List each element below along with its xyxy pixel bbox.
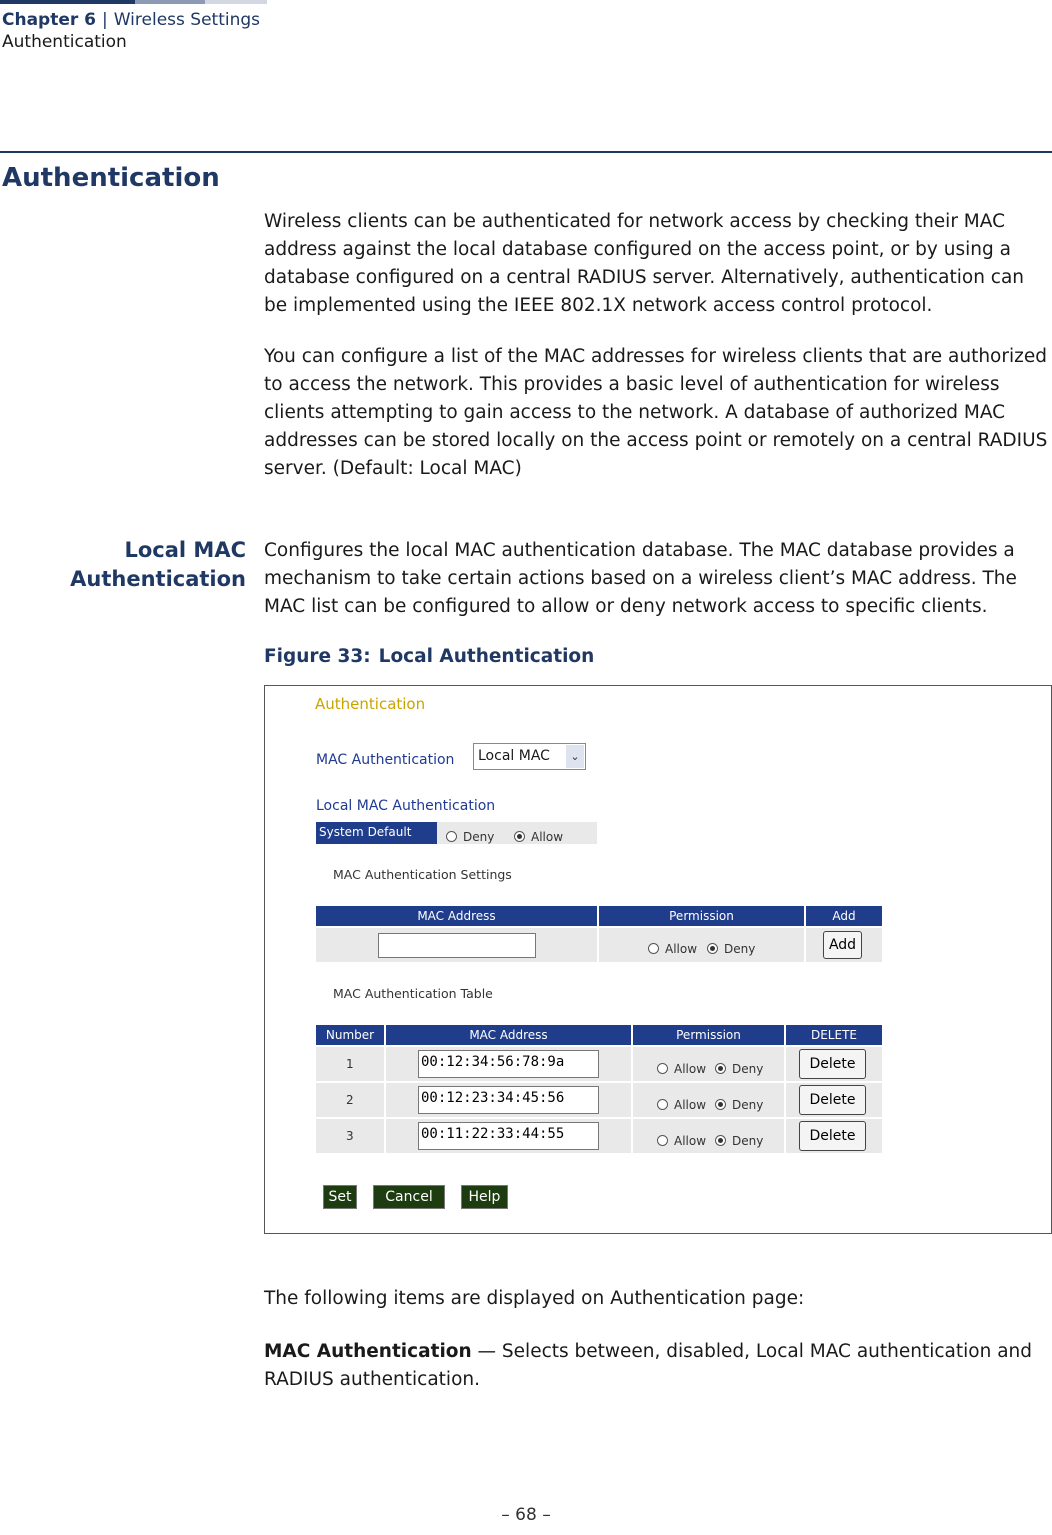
table-row <box>316 1047 384 1081</box>
row-mac-cell <box>386 1119 631 1153</box>
screen-title: Authentication <box>315 695 426 713</box>
figure-title: Local Authentication <box>378 646 595 667</box>
row-mac-cell <box>386 1083 631 1117</box>
side-heading <box>70 536 246 594</box>
header-section: Authentication <box>2 32 127 52</box>
deny-text: Deny <box>732 1134 764 1148</box>
mac-auth-description <box>264 1338 1052 1394</box>
row-deny-option[interactable] <box>715 1094 763 1113</box>
set-button[interactable]: Set <box>323 1185 357 1209</box>
header-color-bars <box>0 0 270 4</box>
mac-auth-select-value: Local MAC <box>478 748 550 764</box>
radio-allow-icon[interactable] <box>657 1063 668 1074</box>
allow-text: Allow <box>674 1062 707 1076</box>
system-default-deny-option[interactable] <box>446 826 494 845</box>
add-button[interactable]: Add <box>823 931 862 959</box>
chapter-number: Chapter 6 <box>2 10 97 30</box>
row-number: 3 <box>346 1129 354 1143</box>
radio-allow-icon[interactable] <box>657 1135 668 1146</box>
settings-cell-permission <box>599 928 804 962</box>
radio-allow-icon[interactable] <box>648 943 659 954</box>
row-allow-option[interactable] <box>657 1058 706 1077</box>
authentication-screenshot <box>264 685 1052 1234</box>
row-mac-input[interactable]: 00:12:34:56:78:9a <box>418 1050 599 1078</box>
new-allow-option[interactable] <box>648 938 697 957</box>
chevron-down-icon[interactable]: ⌄ <box>566 745 584 768</box>
header-bar-light <box>205 0 267 4</box>
side-heading-line2: Authentication <box>70 567 246 591</box>
delete-button[interactable]: Delete <box>799 1085 866 1115</box>
mac-auth-label: MAC Authentication <box>316 752 455 768</box>
radio-allow-icon[interactable] <box>657 1099 668 1110</box>
row-deny-option[interactable] <box>715 1130 763 1149</box>
settings-cell-add <box>806 928 882 962</box>
table-row <box>316 1083 384 1117</box>
row-allow-option[interactable] <box>657 1094 706 1113</box>
settings-header-add: Add <box>806 906 882 926</box>
figure-label: Figure 33: <box>264 646 371 667</box>
row-permission-cell <box>633 1047 784 1081</box>
running-header <box>2 9 260 53</box>
deny-text: Deny <box>724 942 756 956</box>
side-heading-line1: Local MAC <box>124 538 246 562</box>
radio-deny-selected-icon[interactable] <box>715 1063 726 1074</box>
header-bar-mid <box>135 0 205 4</box>
delete-button[interactable]: Delete <box>799 1121 866 1151</box>
settings-header-mac: MAC Address <box>316 906 597 926</box>
section-title: Authentication <box>2 163 220 193</box>
system-default-allow-option[interactable] <box>514 826 563 845</box>
mac-auth-desc: — Selects between, disabled, Local MAC authentication and RADIUS authentication. <box>264 1341 1033 1390</box>
page-number: – 68 – <box>501 1505 551 1525</box>
row-delete-cell <box>786 1119 882 1153</box>
system-default-row <box>316 822 597 844</box>
cancel-button[interactable]: Cancel <box>373 1185 445 1209</box>
radio-deny-selected-icon[interactable] <box>715 1099 726 1110</box>
row-mac-cell <box>386 1047 631 1081</box>
radio-allow-selected-icon[interactable] <box>514 831 525 842</box>
deny-text: Deny <box>732 1098 764 1112</box>
table-header-mac: MAC Address <box>386 1025 631 1045</box>
row-number: 1 <box>346 1057 354 1071</box>
row-mac-input[interactable]: 00:12:23:34:45:56 <box>418 1086 599 1114</box>
delete-button[interactable]: Delete <box>799 1049 866 1079</box>
row-permission-cell <box>633 1119 784 1153</box>
table-row <box>316 1119 384 1153</box>
deny-text: Deny <box>463 830 495 844</box>
settings-header-permission: Permission <box>599 906 804 926</box>
allow-text: Allow <box>674 1134 707 1148</box>
table-label: MAC Authentication Table <box>333 986 493 1001</box>
help-button[interactable]: Help <box>461 1185 508 1209</box>
local-mac-auth-label: Local MAC Authentication <box>316 798 496 814</box>
mac-auth-term: MAC Authentication <box>264 1341 472 1362</box>
row-allow-option[interactable] <box>657 1130 706 1149</box>
radio-deny-selected-icon[interactable] <box>707 943 718 954</box>
new-mac-input[interactable] <box>378 933 536 958</box>
table-header-permission: Permission <box>633 1025 784 1045</box>
settings-label: MAC Authentication Settings <box>333 867 512 882</box>
table-header-number: Number <box>316 1025 384 1045</box>
mac-list-paragraph: You can configure a list of the MAC addresses for wireless clients that are authorized to access the network. This provides a basic level of authentication for wireless clients attempting to gain access to the network. A database of authorized MAC addresses can be stored locally on the access point or remotely on a central RADIUS server. (Default: Local MAC) <box>264 346 1048 479</box>
intro-paragraph: Wireless clients can be authenticated for network access by checking their MAC address against the local database configured on the access point, or by using a database configured on a central RADIUS server. Alternatively, authentication can be implemented using the IEEE 802.1X network access control protocol. <box>264 211 1025 316</box>
radio-deny-icon[interactable] <box>446 831 457 842</box>
allow-text: Allow <box>665 942 698 956</box>
table-header-delete: DELETE <box>786 1025 882 1045</box>
header-bar-dark <box>0 0 135 4</box>
row-mac-input[interactable]: 00:11:22:33:44:55 <box>418 1122 599 1150</box>
section-divider <box>0 151 1052 153</box>
new-deny-option[interactable] <box>707 938 755 957</box>
row-permission-cell <box>633 1083 784 1117</box>
radio-deny-selected-icon[interactable] <box>715 1135 726 1146</box>
mac-auth-select[interactable] <box>473 743 586 770</box>
local-mac-paragraph: Configures the local MAC authentication database. The MAC database provides a mechanism to take certain actions based on a wireless client’s MAC address. The MAC list can be configured to allow or deny network access to specific clients. <box>264 540 1017 617</box>
row-delete-cell <box>786 1047 882 1081</box>
allow-text: Allow <box>531 830 564 844</box>
deny-text: Deny <box>732 1062 764 1076</box>
row-number: 2 <box>346 1093 354 1107</box>
allow-text: Allow <box>674 1098 707 1112</box>
row-deny-option[interactable] <box>715 1058 763 1077</box>
figure-caption <box>264 646 602 667</box>
header-separator: | <box>102 10 108 30</box>
settings-cell-mac <box>316 928 597 962</box>
row-delete-cell <box>786 1083 882 1117</box>
system-default-label: System Default <box>316 822 437 844</box>
chapter-title: Wireless Settings <box>113 10 261 30</box>
items-intro: The following items are displayed on Authentication page: <box>264 1288 805 1309</box>
